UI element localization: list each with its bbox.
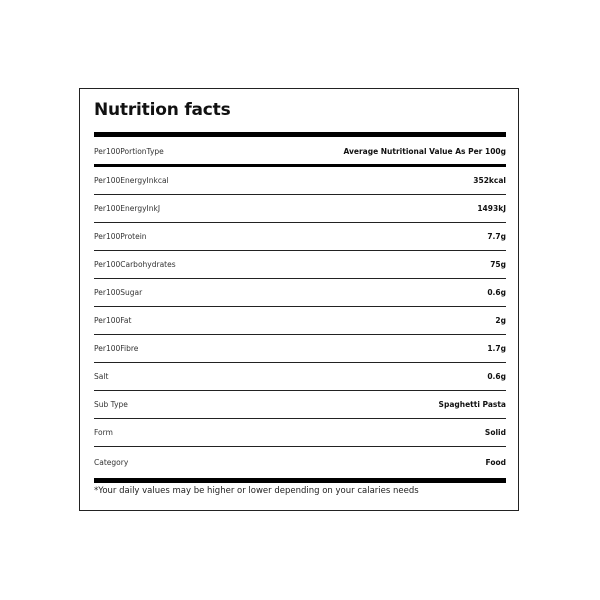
bottom-divider — [94, 478, 506, 483]
daily-values-footnote: *Your daily values may be higher or lower depending on your calaries needs — [94, 486, 419, 496]
table-row — [94, 363, 506, 391]
header-label: Per100PortionType — [94, 146, 164, 156]
header-row — [94, 137, 506, 165]
header-value: Average Nutritional Value As Per 100g — [343, 146, 506, 156]
table-row — [94, 195, 506, 223]
table-row — [94, 307, 506, 335]
panel-title: Nutrition facts — [94, 100, 231, 120]
row-label: Per100Carbohydrates — [94, 260, 176, 269]
row-label: Per100EnergyInkJ — [94, 204, 161, 213]
row-label: Per100Protein — [94, 232, 147, 241]
row-value: Solid — [484, 428, 506, 437]
table-row — [94, 279, 506, 307]
row-value: 1.7g — [487, 344, 506, 353]
row-value: 352kcal — [473, 176, 506, 185]
table-row — [94, 448, 506, 476]
table-row — [94, 335, 506, 363]
row-label: Category — [94, 457, 129, 467]
table-row — [94, 223, 506, 251]
row-value: 2g — [495, 316, 506, 325]
row-label: Salt — [94, 372, 109, 381]
row-label: Per100EnergyInkcal — [94, 176, 169, 185]
row-label: Per100Sugar — [94, 288, 143, 297]
row-value: 75g — [490, 260, 506, 269]
table-row — [94, 391, 506, 419]
row-label: Per100Fat — [94, 316, 132, 325]
table-row — [94, 251, 506, 279]
row-label: Sub Type — [94, 400, 128, 409]
row-value: Food — [485, 457, 506, 467]
row-value: 1493kJ — [477, 204, 506, 213]
row-value: 7.7g — [487, 232, 506, 241]
table-row — [94, 419, 506, 447]
row-value: 0.6g — [487, 288, 506, 297]
nutrition-facts-panel — [79, 88, 519, 511]
row-value: 0.6g — [487, 372, 506, 381]
row-label: Per100Fibre — [94, 344, 139, 353]
row-value: Spaghetti Pasta — [438, 400, 506, 409]
table-row — [94, 167, 506, 195]
row-label: Form — [94, 428, 113, 437]
